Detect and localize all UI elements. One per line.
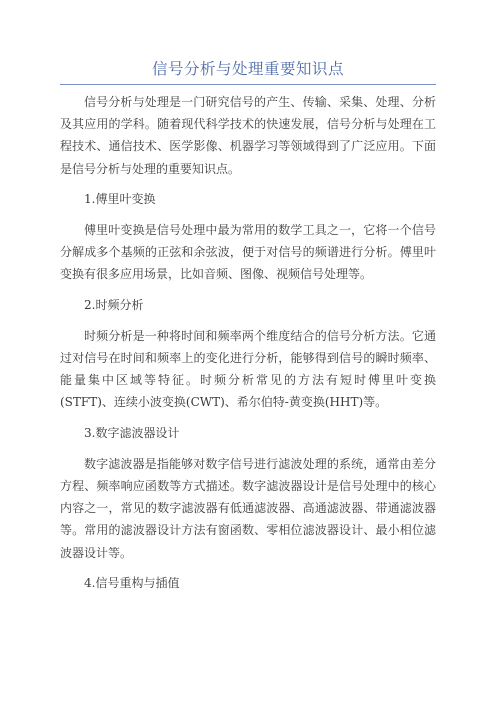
paragraph-spacer [60, 316, 436, 325]
section-heading-digital-filter: 3.数字滤波器设计 [84, 426, 180, 441]
intro-paragraph: 信号分析与处理是一门研究信号的产生、传输、采集、处理、分析及其应用的学科。随着现代科学技术的快速发展，信号分析与处理在工程技术、通信技术、医学影像、机器学习等领域得到了广泛应用。下面是信号分析与处理的重要知识点。 [60, 95, 436, 176]
document-body [60, 91, 436, 595]
paragraph-spacer [60, 211, 436, 220]
section-body-time-frequency: 时频分析是一种将时间和频率两个维度结合的信号分析方法。它通过对信号在时间和频率上的变化进行分析，能够得到信号的瞬时频率、能量集中区域等特征。时频分析常见的方法有短时傅里叶变换(STFT)、连续小波变换(CWT)、希尔伯特-黄变换(HHT)等。 [60, 328, 436, 410]
section-heading-fourier: 1.傅里叶变换 [84, 192, 156, 207]
section-body-fourier: 傅里叶变换是信号处理中最为常用的数学工具之一，它将一个信号分解成多个基频的正弦和余弦波，便于对信号的频谱进行分析。傅里叶变换有很多应用场景，比如音频、图像、视频信号处理等。 [60, 223, 436, 282]
paragraph-spacer [60, 180, 436, 189]
title-divider [60, 84, 436, 85]
document-title: 信号分析与处理重要知识点 [151, 60, 344, 78]
section-heading-reconstruction: 4.信号重构与插值 [84, 576, 180, 591]
section-heading-time-frequency: 2.时频分析 [84, 298, 144, 313]
paragraph-spacer [60, 414, 436, 423]
paragraph-spacer [60, 564, 436, 573]
paragraph-spacer [60, 444, 436, 453]
section-body-digital-filter: 数字滤波器是指能够对数字信号进行滤波处理的系统，通常由差分方程、频率响应函数等方式描述。数字滤波器设计是信号处理中的核心内容之一，常见的数字滤波器有低通滤波器、高通滤波器、带通滤波器等。常用的滤波器设计方法有窗函数、零相位滤波器设计、最小相位滤波器设计等。 [60, 456, 436, 560]
paragraph-spacer [60, 286, 436, 295]
